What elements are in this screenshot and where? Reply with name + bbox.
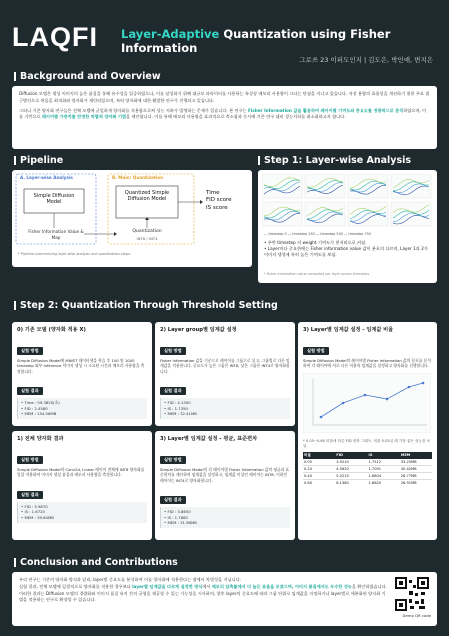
bg-text: 하였으며, 이를 기반으로: [19, 107, 427, 120]
experiment-title: 3) Layer별 임계값 설정 - 평균, 표준편차: [160, 436, 258, 442]
table-cell: 1.7512: [368, 459, 382, 464]
bg-highlight: Fisher Information 값을 활용하여 레이어별 기여도와 중요도를 정량적으로 분석: [247, 107, 404, 113]
result-box: [160, 398, 290, 419]
table-cell: 0.20: [304, 466, 313, 471]
bg-text: 을 제안합니다. 이를 통해 메모리 사용량을 효과적으로 축소함과 동시에 기존 연구 대비 성능저하를 최소화하고자 합니다.: [126, 114, 346, 120]
mini-chart-frame: [391, 202, 431, 226]
result-line: • MEM : 32.41MB: [164, 411, 197, 417]
method-pill: 실험 방법: [17, 347, 43, 355]
table-cell: 6.1380: [336, 480, 349, 485]
fisher-line-charts: [262, 174, 433, 230]
result-line: • IS : 1.7680: [164, 514, 188, 520]
section-heading-background: [14, 71, 161, 82]
conclusion-paragraph-2: [19, 584, 389, 604]
table-header: IS: [368, 452, 373, 457]
method-text: Simple Diffusion Model의 레이어별 Fisher Information 값의 분포를 분석하여 각 레이어에 서로 다른 비율의 임계값을 설정하고 양자화를 진행합니다.: [303, 358, 432, 369]
result-pill: 실험 결과: [17, 491, 43, 499]
heading-bar: [14, 156, 16, 165]
heading-text: Step 2: Quantization Through Threshold Setting: [20, 300, 278, 311]
table-header: FID: [336, 452, 344, 457]
conc-text: 을 확인하였습니다. 이러한 결과는 Diffusion 모델의 경량화와 이미지 품질 유지 간의 균형을 제공할 수 있는 가능성을 시사하며, 향후 layer의 중요도에 따라 그룹 단위로 임계값을 지정하거나 layer별로 세분화된 양자화 기법을 적용하는 연구로 확장할 수 있습니다.: [19, 583, 387, 603]
result-pill: 실험 결과: [160, 387, 186, 395]
result-line: • MEM : 39.64MB: [21, 515, 54, 520]
result-line: • IS : 1.6720: [21, 509, 45, 515]
result-line: • Time : 59.3820(초): [21, 400, 60, 406]
table-cell: 0.60: [304, 480, 313, 485]
heading-bar: [14, 72, 16, 81]
result-box: [17, 398, 147, 419]
fisher-info-node: Fisher Information Value & Map: [28, 229, 84, 240]
method-text: Simple Diffusion Model의 각 레이어별 Fisher Information 값의 평균과 표준편차를 계산하여 임계값을 설정하고, 임계값 이상인 레이어는 INT8, 이하인 레이어는 INT4로 양자화합니다.: [160, 467, 290, 483]
table-cell: 33.25MB: [400, 459, 417, 464]
step1-bullet: • Layer마다 중요한에는 Fisher information value 값이 분포의 다르며, Layer 1과 2가 이미지 생성에 특히 높은 기여도를 보임.: [264, 246, 428, 258]
result-pill: 실험 결과: [160, 496, 186, 504]
method-text: Simple Diffusion Model의 Conv2d, Linear 레이어 전체에 INT8 양자화를 일괄 적용하여 이미지 생성 품질과 메모리 사용량을 측정합니다.: [17, 467, 145, 478]
demo-qr-code[interactable]: [395, 577, 429, 611]
conc-highlight: layer별 임계값을 다르게 설정한 방식: [132, 583, 203, 589]
bg-highlight: 레이어별 가중치를 반영한 차별적 양자화 기법: [41, 114, 127, 120]
background-paragraph-2: [19, 108, 430, 122]
title-rest: Quantization using Fisher Information: [121, 27, 391, 55]
table-cell: 26.91MB: [400, 480, 417, 485]
result-line: • FID : 2.4580: [21, 405, 48, 411]
table-row: [303, 466, 432, 473]
result-line: • MEM : 31.98MB: [164, 520, 197, 526]
table-cell: 0.40: [304, 473, 313, 478]
author-line: 그로쓰 23 이퍼도인지 | 김도은, 박인애, 변지은: [299, 56, 433, 64]
section-heading-pipeline: [14, 155, 63, 166]
pipeline-card: [12, 170, 252, 267]
experiment-card-full: [12, 431, 152, 540]
step1-legend: — timestep 0 — timestep 250 — timestep 500 — timestep 750: [264, 232, 371, 236]
ratio-note: * 0.05~0.60 비율에 따른 FID 변화 그래프, 비율 0.05일 때 가장 좋은 성능을 보임.: [303, 438, 431, 448]
method-text: Simple Diffusion Model에 MNIST 데이터셋을 학습 후 100 및 1000 timestep 외부 Inference 이미지 생성 시 소요된 시간과 메모리 사용량을 측정합니다.: [17, 358, 145, 374]
pipeline-outputs: [206, 190, 232, 212]
section-heading-step1: [258, 155, 411, 166]
heading-text: Step 1: Layer-wise Analysis: [264, 155, 412, 166]
step1-bullet: • 주반 timestep 의 weight 기여도가 현저히으로 커짐.: [264, 240, 367, 245]
table-cell: 0.05: [304, 459, 313, 464]
conc-highlight: 메모리 압축률에서 더 높은 효율을 보였으며, 이미지 품질에서도 우수한 성능: [211, 583, 352, 589]
conclusion-text: [19, 577, 389, 604]
output-time: Time: [206, 190, 220, 196]
table-cell: 5.0215: [336, 473, 349, 478]
experiment-card-baseline: [12, 322, 152, 426]
ratio-table: [303, 452, 432, 486]
step1-card: [258, 170, 437, 283]
experiment-card-ratio: [298, 322, 437, 540]
method-pill: 실험 방법: [17, 456, 43, 464]
table-cell: 30.42MB: [400, 466, 417, 471]
experiment-title: 1) 전체 양자화 결과: [17, 436, 64, 442]
result-line: • FID : 5.9870: [21, 503, 48, 509]
table-cell: 3.9210: [336, 459, 349, 464]
background-paragraph-1: Diffusion 모델은 생성 이미지의 높은 품질을 통해 유수성을 입증하였으나, 이를 달성하기 위해 대규모 파라미터를 사용하는 특성상 메모리 사용량이 크다는 단점을 지니고 있습니다. 저장 용량의 효율성을 개선하기 위한 주요 접근방안으로 처음을 최적화와 양자화가 제안되었으며, 특히 양자화에 대한 활발한 연구가 진행되고 있습니다.: [19, 91, 430, 103]
table-header: MEM: [400, 452, 411, 457]
heading-bar: [14, 558, 16, 567]
method-pill: 실험 방법: [160, 456, 186, 464]
table-row: [303, 480, 432, 486]
method-pill: 실험 방법: [160, 347, 186, 355]
qr-label: Demo QR code: [402, 613, 431, 618]
mini-chart-frame: [305, 174, 345, 198]
table-cell: 1.6620: [368, 480, 382, 485]
heading-bar: [14, 301, 16, 310]
ratio-fid-chart: [303, 373, 431, 433]
quantization-sub: INT8 / INT4: [136, 236, 158, 241]
heading-text: Pipeline: [20, 155, 64, 166]
method-text: Fisher Information 값을 기준으로 레이어를 그룹으로 묶고, 그룹별로 다른 임계값을 적용합니다. 중요도가 높은 그룹은 INT8, 낮은 그룹은 INT4로 양자화합니다.: [160, 358, 290, 374]
quantized-model-box: Quantized Simple Diffusion Model: [124, 190, 170, 203]
experiment-card-meanstd: [155, 431, 295, 540]
table-cell: 1.6804: [368, 473, 382, 478]
table-header-row: [303, 452, 432, 459]
heading-text: Background and Overview: [20, 71, 161, 82]
result-line: • FID : 4.1300: [164, 400, 191, 406]
result-line: • MEM : 154.56MB: [21, 411, 57, 417]
table-row: [303, 459, 432, 466]
table-cell: 1.7091: [368, 466, 382, 471]
experiment-title: 0) 기존 모델 (양자화 적용 X): [17, 327, 86, 333]
table-row: [303, 473, 432, 480]
conclusion-paragraph-1: 우리 연구는 기존의 양자화 방식과 달리, layer별 중요도를 분석하여 이를 양자화에 적용한다는 점에서 차별성을 지닙니다.: [19, 577, 241, 582]
conc-text: 에서: [202, 583, 212, 589]
result-box: [17, 502, 147, 523]
section-heading-conclusion: [14, 557, 178, 568]
table-cell: 28.77MB: [400, 473, 417, 478]
heading-bar: [258, 156, 260, 165]
table-cell: 4.5620: [336, 466, 349, 471]
section-heading-step2: [14, 300, 278, 311]
pipeline-note: * Pipeline summarizing layer-wise analysis and quantization steps.: [18, 252, 131, 256]
method-pill: 실험 방법: [303, 347, 329, 355]
conc-text: 실험 결과, 전체 모델에 일괄적으로 양자화를 적용한 경우보다: [19, 583, 133, 589]
pipeline-label-b: B. Main: Quantization: [112, 175, 164, 180]
result-pill: 실험 결과: [17, 387, 43, 395]
output-is: IS score: [206, 204, 228, 211]
experiment-card-group: [155, 322, 295, 426]
step1-note: * Fisher information value computed per layer across timesteps.: [264, 272, 371, 276]
experiment-title: 2) Layer group별 임계값 설정: [160, 327, 237, 333]
result-line: • IS : 1.7350: [164, 405, 188, 411]
heading-text: Conclusion and Contributions: [20, 557, 178, 568]
bg-text: 그러나 기존 양자화 연구들은 전체 모델에 균일하게 양자화를 적용함으로써 성능 저하가 발생하는 문제가 있습니다. 본 연구는: [19, 107, 248, 113]
output-fid: FID score: [206, 197, 232, 204]
quantization-node: Quantization: [132, 229, 162, 234]
pipeline-label-a: A. Layer-wise Analysis: [20, 175, 73, 180]
conclusion-card: [12, 572, 437, 626]
poster-logo: LAQFI: [12, 22, 98, 52]
simple-diffusion-box: Simple Diffusion Model: [33, 193, 75, 206]
result-line: • FID : 3.8650: [164, 509, 191, 515]
result-box: [160, 507, 290, 528]
step1-findings: [264, 240, 432, 259]
title-accent: Layer-Adaptive: [121, 27, 220, 41]
table-header: 비율: [304, 452, 311, 457]
background-card: [12, 86, 437, 149]
poster-title: [121, 27, 449, 55]
experiment-title: 3) Layer별 임계값 설정 - 임계값 비율: [303, 327, 394, 333]
